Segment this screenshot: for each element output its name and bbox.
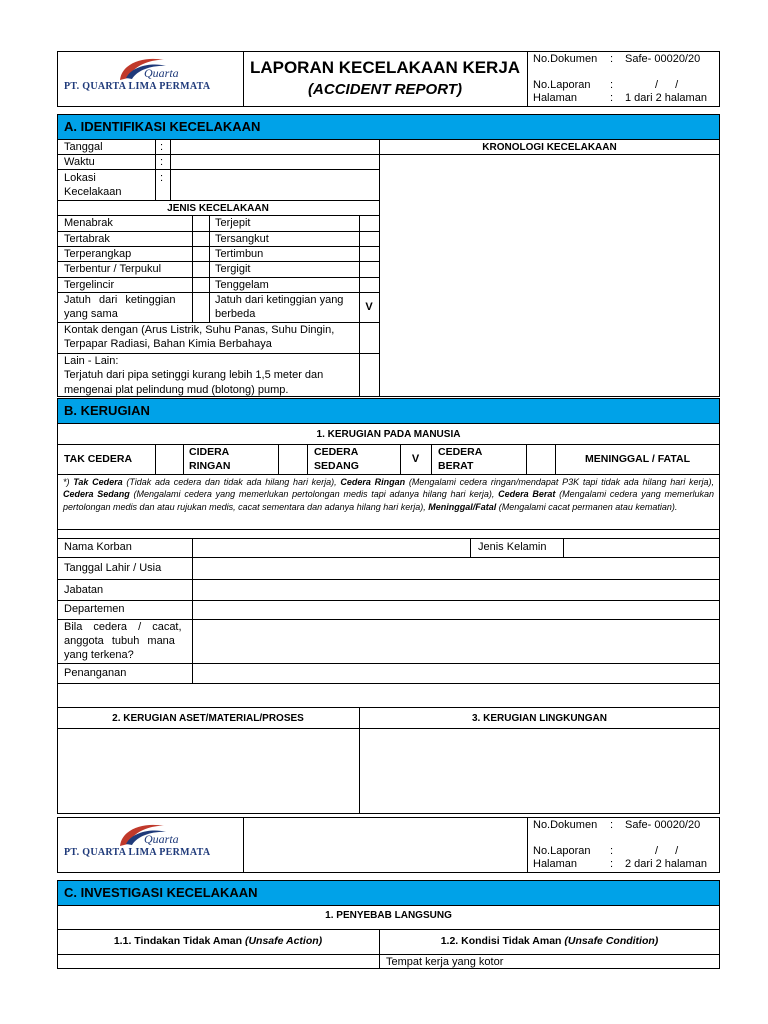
tanggal-label: Tanggal (64, 141, 103, 153)
tindakan-tidak-aman-header: 1.1. Tindakan Tidak Aman (Unsafe Action) (113, 935, 323, 947)
section-a-header: A. IDENTIFIKASI KECELAKAAN (57, 114, 720, 140)
company-logo (62, 54, 240, 102)
no-laporan-label: No.Laporan (533, 79, 591, 91)
section-c-header: C. INVESTIGASI KECELAKAAN (57, 880, 720, 906)
departemen-label: Departemen (64, 603, 125, 615)
cedera-sedang-label: CEDERA (314, 446, 359, 458)
section-b-header: B. KERUGIAN (57, 398, 720, 424)
jenis-right-4: Tenggelam (215, 279, 269, 291)
jatuh-sama-label: Jatuh dari ketinggian (64, 294, 176, 306)
form-title: LAPORAN KECELAKAAN KERJA (249, 58, 521, 77)
halaman-value-2: 2 dari 2 halaman (625, 858, 707, 870)
waktu-label: Waktu (64, 156, 95, 168)
cedera-definitions: *) Tak Cedera (Tidak ada cedera dan tidak ada hilang hari kerja), Cedera Ringan (Mengalami cedera ringan/mendapat P3K tapi tidak ada hilang hari kerja), Cedera Sedang (Mengalami cedera yang memerlukan pertolongan medis tapi adanya hilang hari kerja), Cedera Berat (Mengalami cedera yang memerlukan pertolongan medis dan atau rujukan medis, cacat sementara dan adanya hilang hari kerja), Meninggal/Fatal (Mengalami cacat permanen atau kematian). (63, 477, 715, 512)
jenis-right-3: Tergigit (215, 263, 251, 275)
no-laporan-value-2: / / (655, 845, 679, 857)
cedera-sedang-check: V (411, 453, 420, 465)
jabatan-label: Jabatan (64, 584, 104, 596)
jenis-right-1: Tersangkut (215, 233, 269, 245)
jatuh-beda-check: V (365, 301, 373, 313)
kondisi-tidak-aman-header: 1.2. Kondisi Tidak Aman (Unsafe Condition) (440, 935, 659, 947)
jenis-left-4: Tergelincir (64, 279, 115, 291)
kerugian-aset-header: 2. KERUGIAN ASET/MATERIAL/PROSES (112, 713, 304, 724)
penanganan-label: Penanganan (64, 667, 127, 679)
jenis-left-0: Menabrak (64, 217, 113, 229)
jenis-right-2: Tertimbun (215, 248, 264, 260)
tak-cedera-label: TAK CEDERA (64, 453, 133, 465)
halaman-label: Halaman (533, 92, 578, 104)
logo-word: Quarta (144, 832, 179, 846)
no-dokumen-label-2: No.Dokumen (533, 819, 598, 831)
kontak-label: Kontak dengan (Arus Listrik, Suhu Panas, Suhu Dingin, (64, 324, 335, 336)
jatuh-beda-label: Jatuh dari ketinggian yang (215, 294, 344, 306)
kerugian-manusia-header: 1. KERUGIAN PADA MANUSIA (316, 429, 461, 440)
jenis-left-2: Terperangkap (64, 248, 132, 260)
meninggal-label: MENINGGAL / FATAL (585, 453, 690, 465)
kondisi-item: Tempat kerja yang kotor (386, 956, 504, 968)
nama-korban-label: Nama Korban (64, 541, 132, 553)
no-laporan-value: / / (655, 79, 679, 91)
lain-detail: Terjatuh dari pipa setinggi kurang lebih 1,5 meter dan (64, 369, 324, 381)
kronologi-header: KRONOLOGI KECELAKAAN (482, 142, 617, 153)
form-subtitle: (ACCIDENT REPORT) (308, 81, 462, 98)
bila-cedera-label: Bila cedera / cacat, (64, 621, 182, 633)
halaman-value: 1 dari 2 halaman (625, 92, 707, 104)
no-laporan-label-2: No.Laporan (533, 845, 591, 857)
jenis-right-0: Terjepit (215, 217, 251, 229)
lain-label: Lain - Lain: (64, 355, 119, 367)
company-name: PT. QUARTA LIMA PERMATA (64, 847, 211, 858)
no-dokumen-label: No.Dokumen (533, 53, 598, 65)
penyebab-langsung-header: 1. PENYEBAB LANGSUNG (325, 910, 452, 921)
halaman-label-2: Halaman (533, 858, 578, 870)
jenis-left-3: Terbentur / Terpukul (64, 263, 162, 275)
kerugian-lingkungan-header: 3. KERUGIAN LINGKUNGAN (471, 713, 607, 724)
company-logo-2 (62, 820, 240, 868)
company-name: PT. QUARTA LIMA PERMATA (64, 81, 211, 92)
no-dokumen-value: Safe- 00020/20 (625, 53, 701, 65)
cedera-ringan-label: CIDERA (189, 446, 230, 458)
logo-word: Quarta (144, 66, 179, 80)
tgl-lahir-label: Tanggal Lahir / Usia (64, 562, 162, 574)
jenis-left-1: Tertabrak (64, 233, 110, 245)
no-dokumen-value-2: Safe- 00020/20 (625, 819, 701, 831)
jenis-kelamin-label: Jenis Kelamin (478, 541, 547, 553)
lokasi-label: Lokasi (64, 172, 96, 184)
jenis-header: JENIS KECELAKAAN (167, 203, 269, 214)
cedera-berat-label: CEDERA (438, 446, 483, 458)
